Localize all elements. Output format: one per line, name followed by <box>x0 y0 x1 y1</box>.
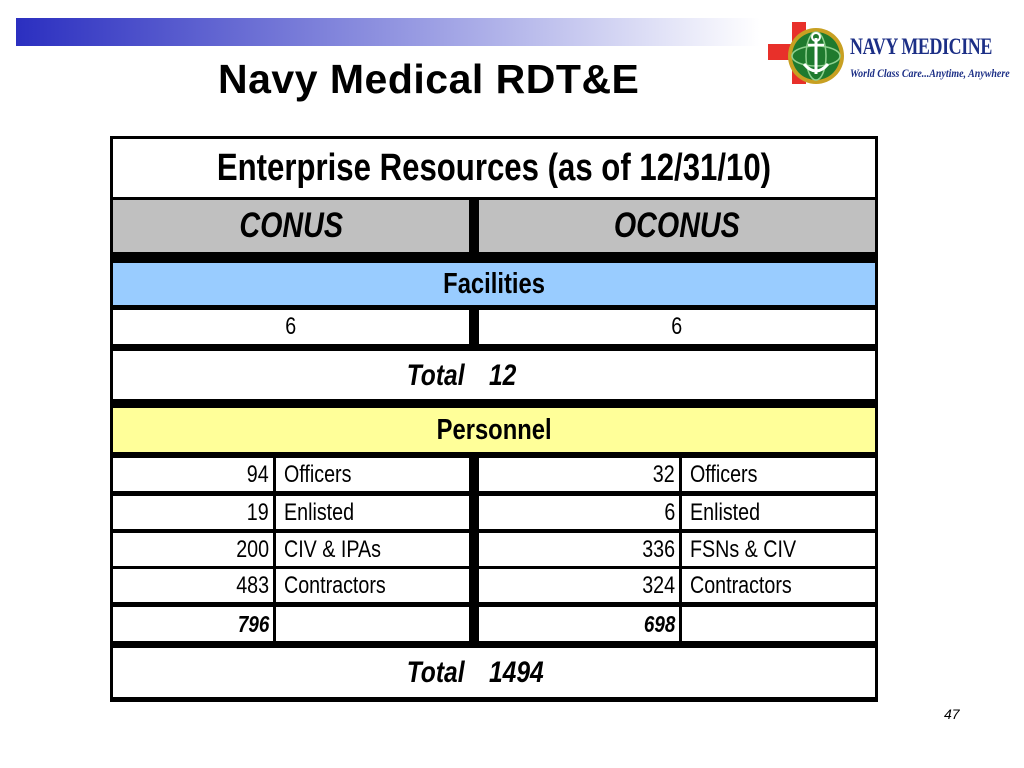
facilities-section-header: Facilities <box>113 263 875 305</box>
conus-count-enlisted: 19 <box>113 496 273 529</box>
oconus-category-enlisted: Enlisted <box>682 496 875 529</box>
oconus-count-fsns: 336 <box>479 533 679 566</box>
facilities-total-label: Total <box>407 359 465 392</box>
page-number: 47 <box>944 706 960 722</box>
oconus-subtotal-blank <box>682 607 875 641</box>
personnel-total-value: 1494 <box>489 656 544 689</box>
facilities-total-row <box>113 351 875 399</box>
oconus-category-contractors: Contractors <box>682 569 875 602</box>
conus-count-officers: 94 <box>113 458 273 491</box>
conus-count-civ: 200 <box>113 533 273 566</box>
logo-tagline: World Class Care...Anytime, Anywhere <box>850 66 1010 80</box>
oconus-count-officers: 32 <box>479 458 679 491</box>
conus-subtotal: 796 <box>113 607 273 641</box>
personnel-total-row <box>113 648 875 697</box>
enterprise-resources-table <box>110 136 878 702</box>
conus-category-contractors: Contractors <box>276 569 469 602</box>
table-heading: Enterprise Resources (as of 12/31/10) <box>113 139 875 197</box>
facilities-oconus-value: 6 <box>479 310 875 344</box>
column-header-conus: CONUS <box>113 200 469 252</box>
oconus-category-officers: Officers <box>682 458 875 491</box>
oconus-count-enlisted: 6 <box>479 496 679 529</box>
personnel-total-label: Total <box>407 656 465 689</box>
oconus-subtotal: 698 <box>479 607 679 641</box>
facilities-conus-value: 6 <box>113 310 469 344</box>
slide-title: Navy Medical RDT&E <box>218 56 640 102</box>
conus-category-officers: Officers <box>276 458 469 491</box>
oconus-category-fsns: FSNs & CIV <box>682 533 875 566</box>
navy-medicine-logo <box>768 20 1008 88</box>
conus-count-contractors: 483 <box>113 569 273 602</box>
oconus-count-contractors: 324 <box>479 569 679 602</box>
conus-subtotal-blank <box>276 607 469 641</box>
personnel-section-header: Personnel <box>113 408 875 452</box>
header-gradient-bar <box>16 18 760 46</box>
navy-medicine-emblem-icon <box>768 20 854 88</box>
facilities-total-value: 12 <box>489 359 517 392</box>
conus-category-civ: CIV & IPAs <box>276 533 469 566</box>
column-header-oconus: OCONUS <box>479 200 875 252</box>
conus-category-enlisted: Enlisted <box>276 496 469 529</box>
logo-name: NAVY MEDICINE <box>850 34 992 59</box>
